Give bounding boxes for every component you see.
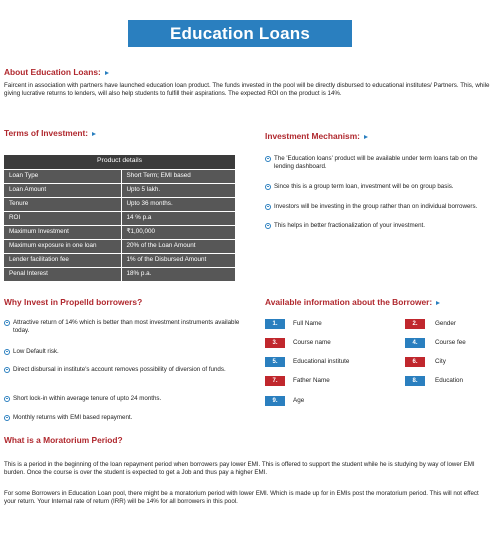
why-heading: Why Invest in Propelld borrowers?	[4, 297, 143, 307]
mechanism-item-text: This helps in better fractionalization of your investment.	[274, 222, 425, 229]
product-details-row	[4, 197, 235, 211]
borrower-info-number-badge: 5.	[265, 357, 285, 367]
borrower-info-number-badge: 6.	[405, 357, 425, 367]
about-paragraph: Faircent in association with partners have launched education loan product. The funds invested in the pool will be directly disbursed to educational institutes/ Partners. This, while giving lucrative returns to lenders, will also help students to fulfill their aspirations. The expected ROI on the product is 14%.	[4, 82, 490, 98]
product-detail-key: Loan Amount	[4, 183, 121, 197]
moratorium-heading: What is a Moratorium Period?	[4, 435, 123, 445]
why-item-text: Attractive return of 14% which is better than most investment instruments available today.	[13, 319, 240, 335]
bullet-icon	[265, 204, 271, 210]
product-details-row	[4, 183, 235, 197]
arrow-icon	[436, 301, 440, 305]
borrower-info-number-badge: 3.	[265, 338, 285, 348]
borrower-info-label: Course fee	[435, 339, 466, 346]
bullet-icon	[265, 184, 271, 190]
about-heading-text: About Education Loans:	[4, 67, 101, 77]
product-detail-value: Short Term; EMI based	[121, 169, 235, 183]
product-details-row	[4, 267, 235, 281]
why-item	[4, 414, 249, 422]
product-details-row	[4, 239, 235, 253]
borrower-info-number-badge: 7.	[265, 376, 285, 386]
why-item	[4, 348, 249, 356]
borrower-info-label: Education	[435, 377, 464, 384]
product-detail-key: Loan Type	[4, 169, 121, 183]
mechanism-heading	[265, 131, 368, 142]
product-details-row	[4, 253, 235, 267]
why-item-text: Direct disbursal in institute's account removes possibility of diversion of funds.	[13, 366, 226, 373]
product-detail-value: 18% p.a.	[121, 267, 235, 281]
mechanism-item	[265, 155, 487, 171]
arrow-icon	[105, 71, 109, 75]
product-detail-key: Penal Interest	[4, 267, 121, 281]
why-item	[4, 366, 249, 374]
product-details-row	[4, 169, 235, 183]
bullet-icon	[265, 156, 271, 162]
page-title-banner: Education Loans	[128, 20, 352, 47]
why-item-text: Low Default risk.	[13, 348, 59, 355]
product-details-body	[4, 169, 235, 281]
borrower-info-number-badge: 8.	[405, 376, 425, 386]
product-detail-key: Lender facilitation fee	[4, 253, 121, 267]
product-detail-value: 14 % p.a	[121, 211, 235, 225]
arrow-icon	[364, 135, 368, 139]
borrower-info-label: Course name	[293, 339, 331, 346]
product-detail-value: Upto 5 lakh.	[121, 183, 235, 197]
borrower-info-number-badge: 2.	[405, 319, 425, 329]
product-details-title: Product details	[4, 155, 235, 169]
mechanism-item	[265, 183, 487, 191]
mechanism-item	[265, 203, 487, 211]
product-detail-key: Maximum Investment	[4, 225, 121, 239]
borrower-info-label: Full Name	[293, 320, 322, 327]
product-details-table	[4, 155, 235, 281]
product-detail-value: Upto 36 months.	[121, 197, 235, 211]
why-item	[4, 319, 249, 335]
mechanism-item-text: Investors will be investing in the group rather than on individual borrowers.	[274, 203, 478, 210]
borrower-info-label: Gender	[435, 320, 457, 327]
mechanism-item-text: Since this is a group term loan, investment will be on group basis.	[274, 183, 454, 190]
borrower-info-label: Father Name	[293, 377, 330, 384]
bullet-icon	[4, 415, 10, 421]
bullet-icon	[4, 367, 10, 373]
borrower-info-number-badge: 1.	[265, 319, 285, 329]
mechanism-item	[265, 222, 487, 230]
why-item-text: Short lock-in within average tenure of upto 24 months.	[13, 395, 162, 402]
about-heading	[4, 67, 109, 78]
arrow-icon	[92, 132, 96, 136]
bullet-icon	[4, 320, 10, 326]
mechanism-item-text: The 'Education loans' product will be available under term loans tab on the lending dashboard.	[274, 155, 478, 171]
product-detail-value: ₹1,00,000	[121, 225, 235, 239]
terms-heading	[4, 128, 96, 139]
product-detail-value: 1% of the Disbursed Amount	[121, 253, 235, 267]
moratorium-paragraph-2: For some Borrowers in Education Loan pool, there might be a moratorium period with lower EMI. Which is made up for in EMIs post the moratorium period. This will not effect your return. Your Internal rate of return (IRR) will be 14% for all borrowers in this pool.	[4, 490, 479, 506]
borrower-info-label: Age	[293, 397, 305, 404]
borrower-info-label: City	[435, 358, 446, 365]
why-item-text: Monthly returns with EMI based repayment.	[13, 414, 133, 421]
moratorium-paragraph-1: This is a period in the beginning of the loan repayment period when borrowers pay lower EMI. This is offered to support the student while he is studying by way of lower EMI burden. Once the course is over the student is expected to get a Job and thus pay a higher EMI.	[4, 461, 475, 477]
product-detail-value: 20% of the Loan Amount	[121, 239, 235, 253]
bullet-icon	[4, 396, 10, 402]
product-detail-key: Maximum exposure in one loan	[4, 239, 121, 253]
terms-heading-text: Terms of Investment:	[4, 128, 89, 138]
product-detail-key: Tenure	[4, 197, 121, 211]
bullet-icon	[4, 349, 10, 355]
product-details-row	[4, 211, 235, 225]
why-item	[4, 395, 249, 403]
available-heading	[265, 297, 440, 308]
available-heading-text: Available information about the Borrower:	[265, 297, 433, 307]
mechanism-heading-text: Investment Mechanism:	[265, 131, 360, 141]
borrower-info-number-badge: 9.	[265, 396, 285, 406]
product-details-row	[4, 225, 235, 239]
borrower-info-number-badge: 4.	[405, 338, 425, 348]
borrower-info-label: Educational institute	[293, 358, 350, 365]
product-detail-key: ROI	[4, 211, 121, 225]
bullet-icon	[265, 223, 271, 229]
